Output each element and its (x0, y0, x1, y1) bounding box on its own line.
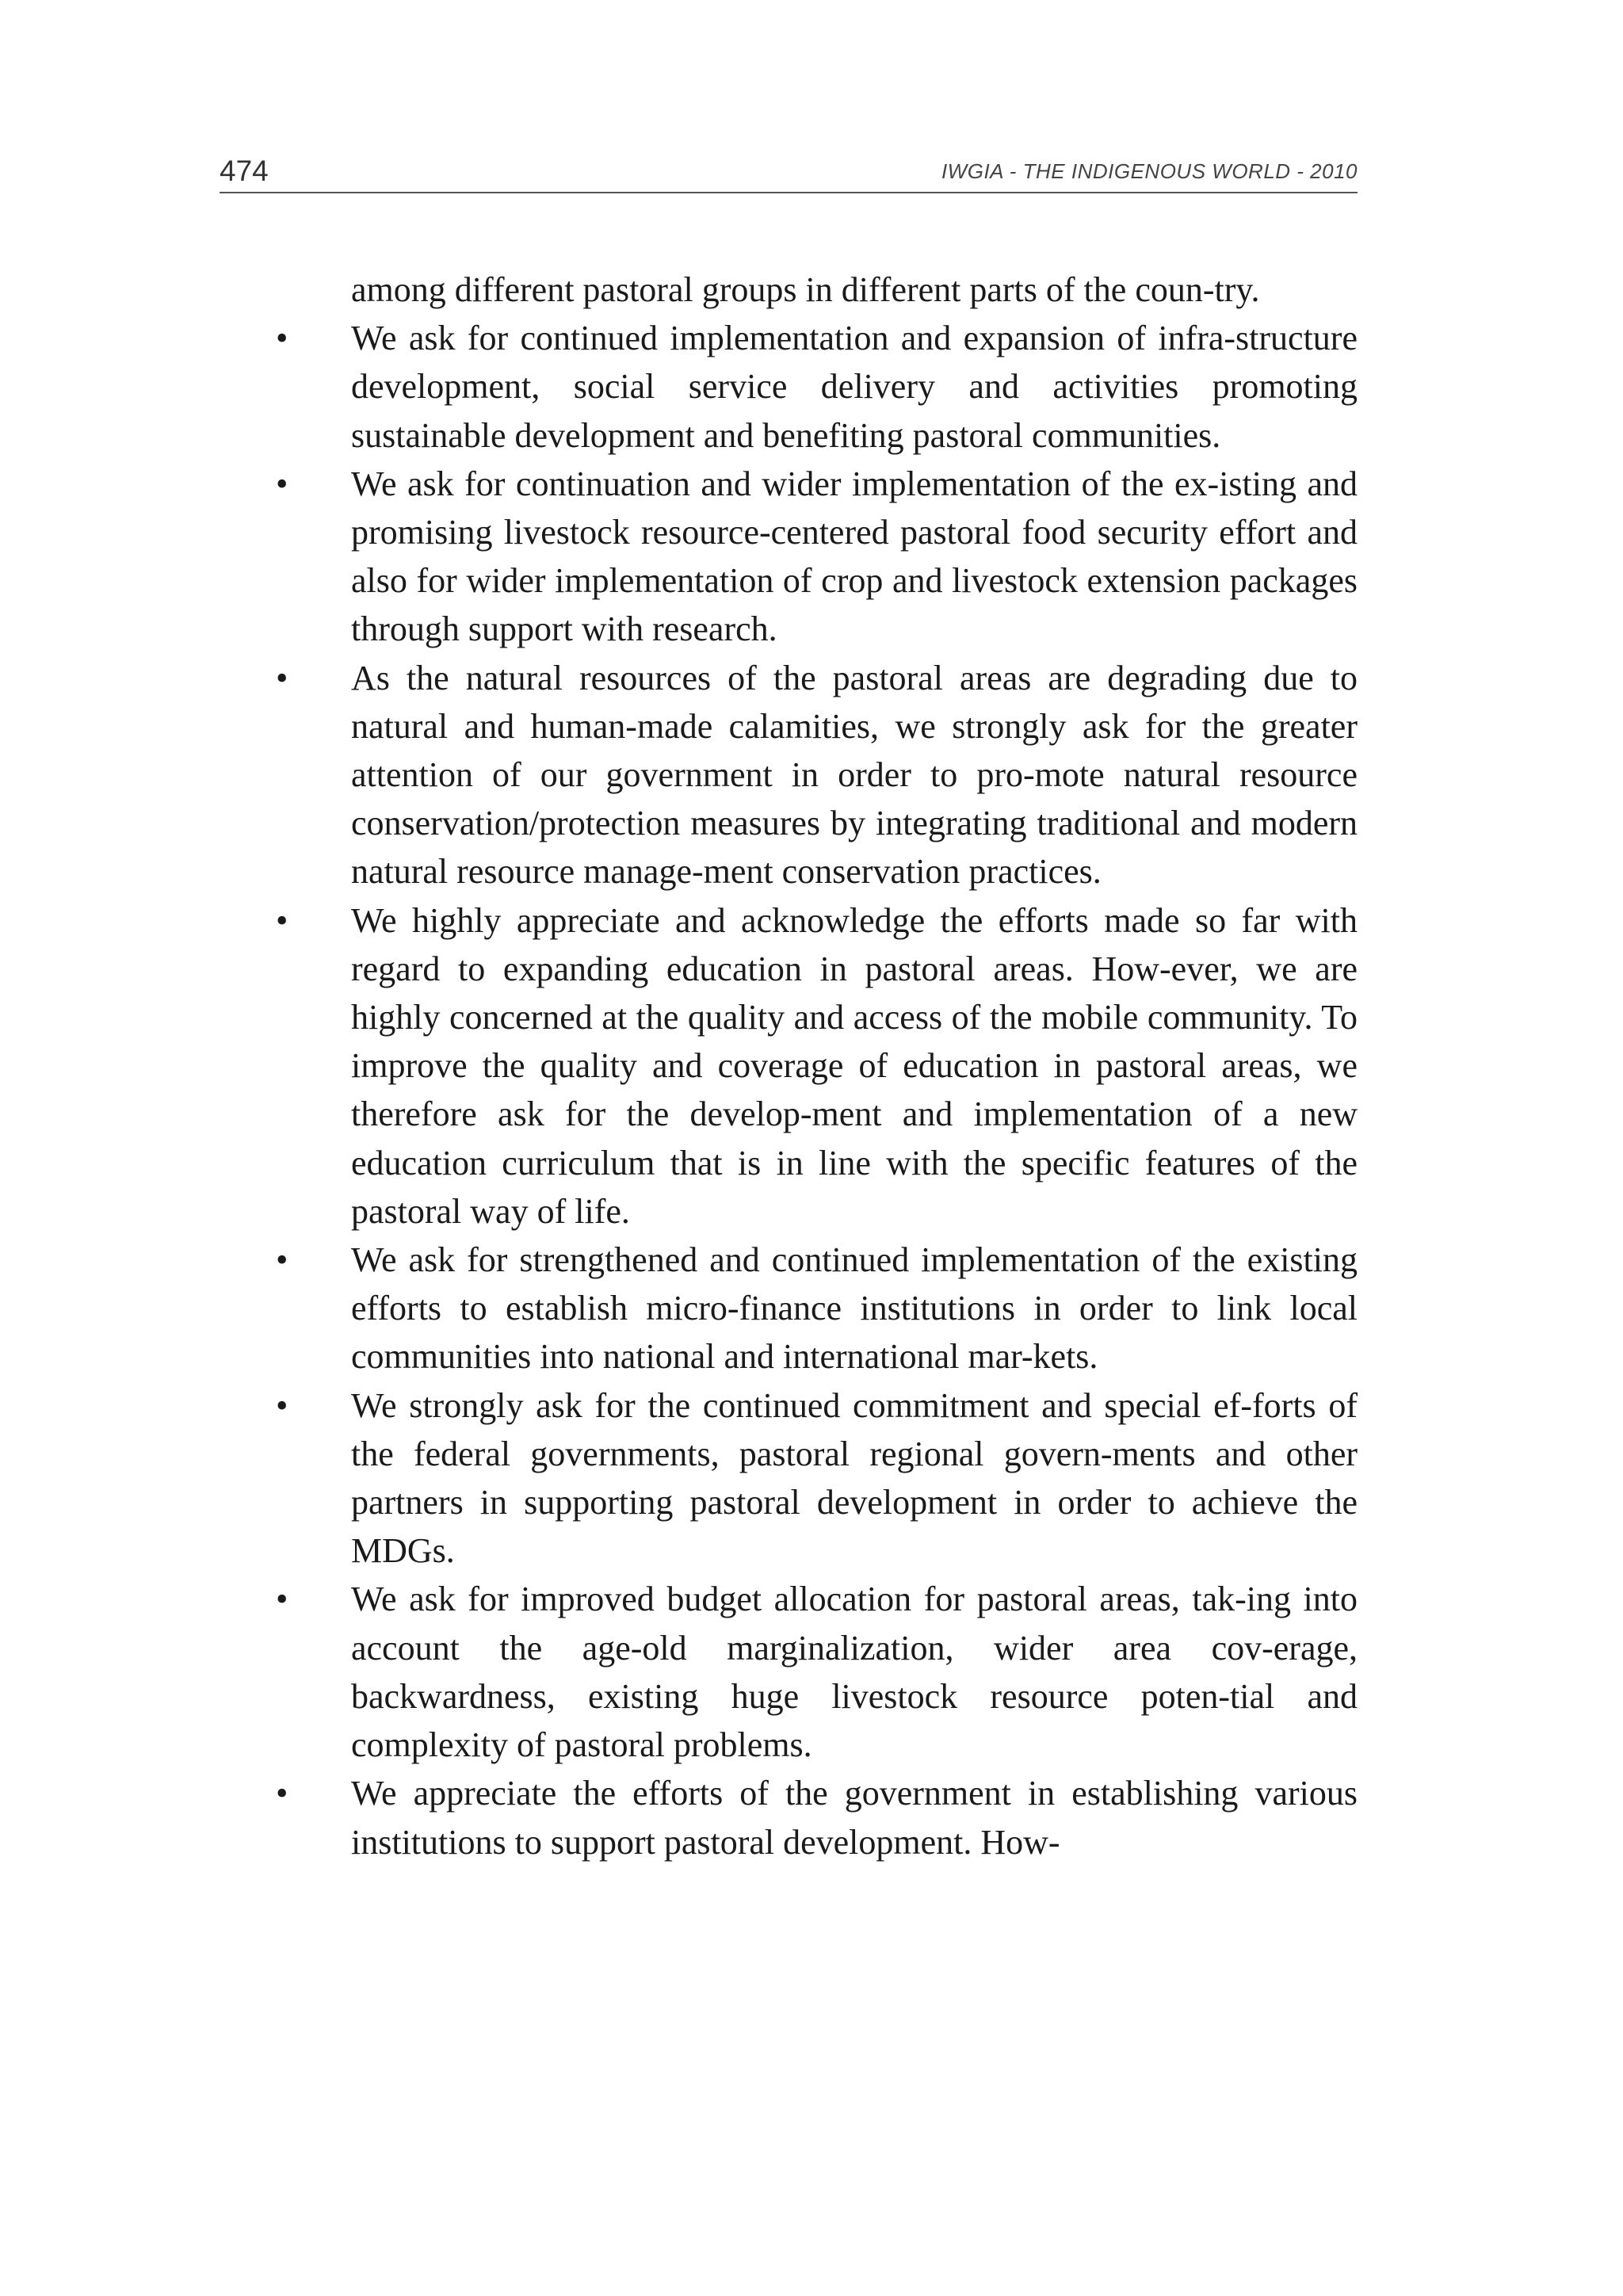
bullet-text: We ask for continued implementation and expansion of infra-structure development, social service delivery and activities promoting sustainable development and benefiting pastoral communities. (351, 319, 1358, 455)
page-number: 474 (220, 155, 269, 187)
continuation-paragraph: among different pastoral groups in different parts of the coun-try. (351, 270, 1260, 309)
bullet-icon: • (276, 464, 288, 503)
bullet-text: We ask for improved budget allocation for pastoral areas, tak-ing into account the age-old marginalization, wider area cov-erage, backwardness, existing huge livestock resource poten-tial and complexity of pastoral problems. (351, 1580, 1358, 1765)
bullet-text: We appreciate the efforts of the government in establishing various institutions to support pastoral development. How- (351, 1774, 1358, 1862)
bullet-text: We ask for continuation and wider implementation of the ex-isting and promising livestock resource-centered pastoral food security effort and also for wider implementation of crop and livestock extension packages through support with research. (351, 464, 1358, 649)
bullet-text: We strongly ask for the continued commitment and special ef-forts of the federal governments, pastoral regional govern-ments and other partners in supporting pastoral development in order to achieve the MDGs. (351, 1385, 1358, 1571)
bullet-text: We ask for strengthened and continued implementation of the existing efforts to establish micro-finance institutions in order to link local communities into national and international mar-kets. (351, 1240, 1358, 1377)
bullet-item (276, 314, 1358, 460)
bullet-item (276, 1769, 1358, 1866)
bullet-icon: • (276, 1580, 288, 1619)
bullet-text: As the natural resources of the pastoral areas are degrading due to natural and human-made calamities, we strongly ask for the greater attention of our government in order to pro-mote natural resource conservation/protection measures by integrating traditional and modern natural resource manage-ment conservation practices. (351, 658, 1358, 892)
bullet-icon: • (276, 900, 288, 940)
bullet-item (276, 654, 1358, 896)
bullet-icon: • (276, 1385, 288, 1425)
bullet-icon: • (276, 1240, 288, 1280)
bullet-icon: • (276, 1774, 288, 1813)
bullet-item (276, 896, 1358, 1236)
bullet-item (276, 1575, 1358, 1769)
running-header (220, 151, 1358, 193)
body-text (276, 266, 1358, 1866)
bullet-item (276, 1236, 1358, 1381)
running-title: IWGIA - THE INDIGENOUS WORLD - 2010 (941, 159, 1358, 183)
bullet-icon: • (276, 319, 288, 358)
bullet-icon: • (276, 658, 288, 697)
bullet-item (276, 460, 1358, 654)
bullet-text: We highly appreciate and acknowledge the efforts made so far with regard to expanding education in pastoral areas. How-ever, we are highly concerned at the quality and access of the mobile community. To improve the quality and coverage of education in pastoral areas, we therefore ask for the develop-ment and implementation of a new education curriculum that is in line with the specific features of the pastoral way of life. (351, 900, 1358, 1231)
bullet-item (276, 1381, 1358, 1576)
